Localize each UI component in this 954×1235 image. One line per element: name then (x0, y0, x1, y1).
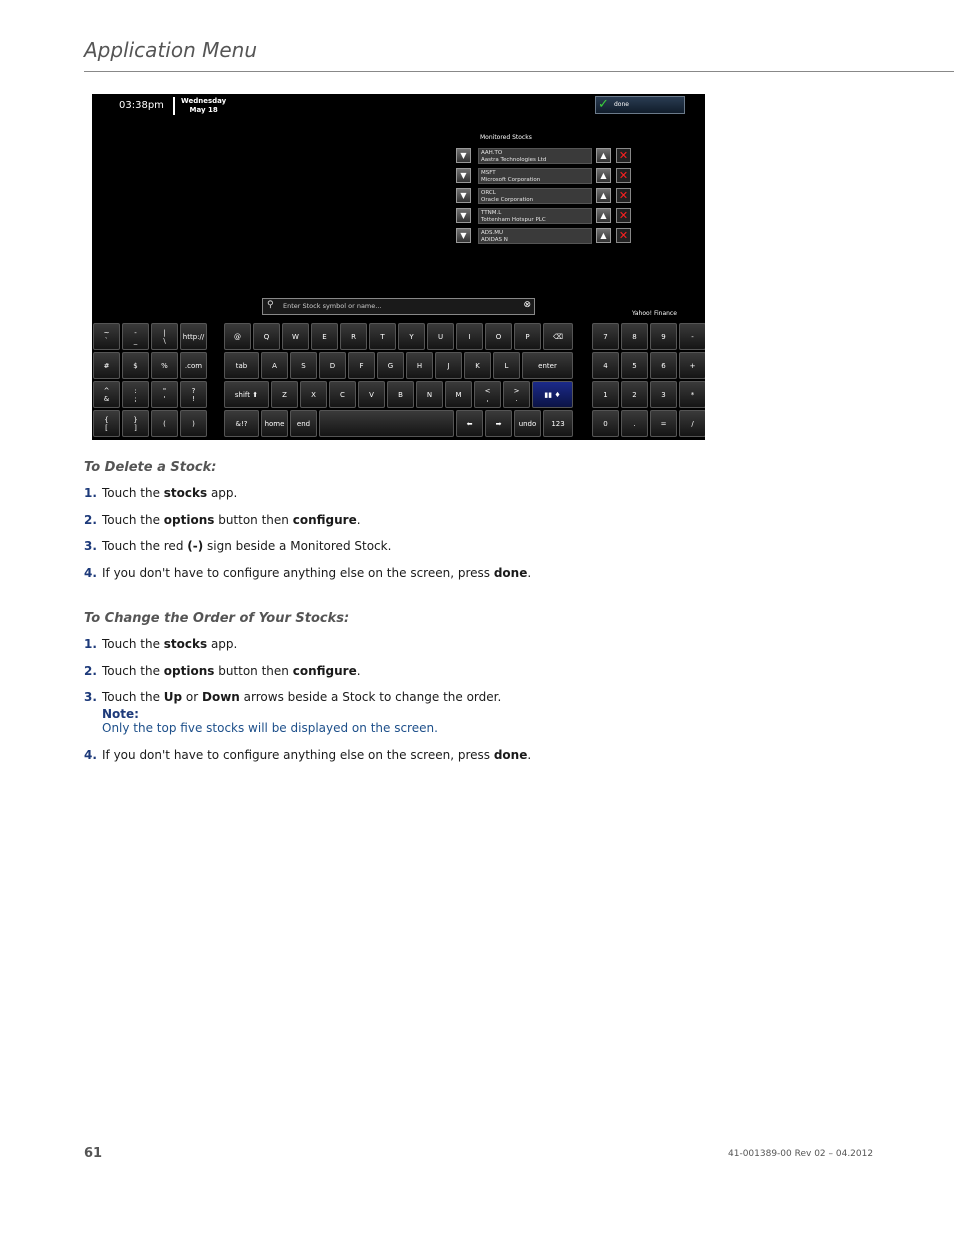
move-up-button[interactable] (596, 148, 611, 163)
move-up-button[interactable] (596, 168, 611, 183)
step-text: . (527, 748, 532, 762)
stock-symbol: ORCL (481, 190, 496, 196)
keyboard-key[interactable]: | \ (151, 323, 178, 350)
step-number: 1. (84, 486, 97, 500)
stock-search-placeholder: Enter Stock symbol or name... (283, 302, 382, 310)
instruction-step (84, 637, 237, 651)
step-text: Touch the red (102, 539, 188, 553)
keyboard-key[interactable]: 3 (650, 381, 677, 408)
keyboard-key[interactable]: R (340, 323, 367, 350)
keyboard-key[interactable]: W (282, 323, 309, 350)
arrow-down-icon: ▼ (460, 231, 467, 240)
step-number: 4. (84, 748, 97, 762)
delete-stock-button[interactable] (616, 168, 631, 183)
step-text: . (356, 513, 361, 527)
delete-stock-button[interactable] (616, 148, 631, 163)
arrow-up-icon: ▲ (600, 231, 607, 240)
delete-x-icon: ✕ (618, 229, 629, 242)
section-heading: To Delete a Stock: (84, 460, 217, 475)
keyboard-key[interactable]: 5 (621, 352, 648, 379)
clock-date (181, 97, 226, 115)
document-id: 41-001389-00 Rev 02 – 04.2012 (728, 1149, 874, 1159)
arrow-down-icon: ▼ (460, 151, 467, 160)
section-heading: To Change the Order of Your Stocks: (84, 611, 350, 626)
stock-name: Microsoft Corporation (481, 176, 541, 183)
keyboard-key[interactable]: ~ ` (93, 323, 120, 350)
step-keyword: done (493, 748, 528, 762)
done-button[interactable] (595, 96, 685, 114)
keyboard-key[interactable]: ➡ (485, 410, 512, 437)
keyboard-key[interactable]: 9 (650, 323, 677, 350)
stock-entry[interactable] (478, 228, 592, 244)
step-keyword: stocks (163, 637, 208, 651)
step-number: 2. (84, 513, 97, 527)
arrow-up-icon: ▲ (600, 211, 607, 220)
step-text: If you don't have to configure anything else on the screen, press (102, 566, 494, 580)
keyboard-key[interactable]: . (621, 410, 648, 437)
keyboard-key[interactable]: C (329, 381, 356, 408)
step-number: 2. (84, 664, 97, 678)
keyboard-key[interactable]: M (445, 381, 472, 408)
instruction-step (84, 566, 531, 580)
keyboard-key[interactable]: Y (398, 323, 425, 350)
step-keyword: Down (202, 690, 240, 704)
keyboard-key[interactable]: K (464, 352, 491, 379)
step-text: arrows beside a Stock to change the order. (239, 690, 502, 704)
keyboard-key[interactable]: J (435, 352, 462, 379)
keyboard-key[interactable]: end (290, 410, 317, 437)
move-down-button[interactable] (456, 208, 471, 223)
step-keyword: Up (163, 690, 183, 704)
keyboard-key[interactable]: A (261, 352, 288, 379)
keyboard-key[interactable]: B (387, 381, 414, 408)
move-down-button[interactable] (456, 168, 471, 183)
search-icon: ⚲ (267, 300, 274, 310)
keyboard-key[interactable]: O (485, 323, 512, 350)
step-text: Touch the (102, 486, 164, 500)
keyboard-key[interactable]: ⬅ (456, 410, 483, 437)
delete-stock-button[interactable] (616, 208, 631, 223)
keyboard-key[interactable]: ( (151, 410, 178, 437)
keyboard-key[interactable]: 1 (592, 381, 619, 408)
keyboard-key[interactable]: > . (503, 381, 530, 408)
stock-row (456, 208, 634, 224)
clock-time: 03:38pm (119, 100, 164, 111)
keyboard-key[interactable]: H (406, 352, 433, 379)
keyboard-key[interactable]: : ; (122, 381, 149, 408)
yahoo-finance-label: Yahoo! Finance (632, 310, 677, 317)
step-text: or (182, 690, 203, 704)
keyboard-key[interactable]: U (427, 323, 454, 350)
keyboard-key[interactable]: } ] (122, 410, 149, 437)
keyboard-key[interactable]: $ (122, 352, 149, 379)
delete-x-icon: ✕ (618, 169, 629, 182)
stock-row (456, 188, 634, 204)
keyboard-key[interactable]: V (358, 381, 385, 408)
keyboard-key[interactable]: ? ! (180, 381, 207, 408)
done-button-label: done (614, 101, 629, 108)
stock-symbol: TTNM.L (481, 210, 502, 216)
instruction-step (84, 690, 501, 704)
delete-x-icon: ✕ (618, 189, 629, 202)
keyboard-key[interactable]: G (377, 352, 404, 379)
keyboard-key[interactable]: T (369, 323, 396, 350)
move-up-button[interactable] (596, 228, 611, 243)
stock-entry[interactable] (478, 168, 592, 184)
delete-x-icon: ✕ (618, 149, 629, 162)
keyboard-key[interactable]: Q (253, 323, 280, 350)
delete-x-icon: ✕ (618, 209, 629, 222)
step-keyword: configure (292, 664, 357, 678)
step-keyword: stocks (163, 486, 208, 500)
monitored-stocks-title: Monitored Stocks (480, 134, 532, 141)
stock-name: Tottenham Hotspur PLC (481, 216, 546, 223)
keyboard-key[interactable]: @ (224, 323, 251, 350)
step-text: If you don't have to configure anything else on the screen, press (102, 748, 494, 762)
arrow-up-icon: ▲ (600, 171, 607, 180)
keyboard-key[interactable]: 7 (592, 323, 619, 350)
keyboard-key[interactable]: % (151, 352, 178, 379)
keyboard-key[interactable]: &!? (224, 410, 259, 437)
move-up-button[interactable] (596, 208, 611, 223)
step-text: . (527, 566, 532, 580)
step-text: Touch the (102, 637, 164, 651)
note-label: Note: (102, 707, 139, 721)
keyboard-key[interactable]: L (493, 352, 520, 379)
clock-divider (173, 97, 175, 115)
step-text: . (356, 664, 361, 678)
keyboard-key[interactable]: 123 (543, 410, 573, 437)
keyboard-key[interactable]: < , (474, 381, 501, 408)
arrow-up-icon: ▲ (600, 191, 607, 200)
keyboard-key[interactable]: X (300, 381, 327, 408)
keyboard-key[interactable]: 6 (650, 352, 677, 379)
step-text: button then (214, 664, 293, 678)
stock-name: ADIDAS N (481, 236, 508, 243)
keyboard-key[interactable]: ^ & (93, 381, 120, 408)
keyboard-key[interactable]: 0 (592, 410, 619, 437)
keyboard-key[interactable]: N (416, 381, 443, 408)
keyboard-key[interactable]: http:// (180, 323, 207, 350)
keyboard-key[interactable]: 8 (621, 323, 648, 350)
step-text: Touch the (102, 513, 164, 527)
keyboard-key[interactable]: { [ (93, 410, 120, 437)
instruction-step (84, 486, 237, 500)
step-keyword: done (493, 566, 528, 580)
arrow-down-icon: ▼ (460, 211, 467, 220)
stock-symbol: ADS.MU (481, 230, 504, 236)
stock-entry[interactable] (478, 208, 592, 224)
keyboard-key[interactable]: shift ⬆ (224, 381, 269, 408)
step-number: 3. (84, 690, 97, 704)
check-icon: ✓ (598, 97, 609, 112)
stock-symbol: MSFT (481, 170, 496, 176)
keyboard-key[interactable]: - (679, 323, 705, 350)
keyboard-key[interactable]: Z (271, 381, 298, 408)
keyboard-key[interactable]: enter (522, 352, 573, 379)
step-text: sign beside a Monitored Stock. (203, 539, 392, 553)
stock-symbol: AAH.TO (481, 150, 503, 156)
instruction-step (84, 748, 531, 762)
keyboard-key[interactable]: tab (224, 352, 259, 379)
keyboard-key[interactable]: E (311, 323, 338, 350)
page-header-title: Application Menu (84, 38, 258, 62)
stocks-configure-screen (92, 94, 705, 440)
instruction-step (84, 513, 361, 527)
step-text: Touch the (102, 664, 164, 678)
keyboard-key[interactable]: ) (180, 410, 207, 437)
step-keyword: options (163, 513, 215, 527)
step-number: 4. (84, 566, 97, 580)
keyboard-key[interactable]: - _ (122, 323, 149, 350)
keyboard-key[interactable]: # (93, 352, 120, 379)
page-number: 61 (84, 1146, 103, 1161)
clock-date-text: May 18 (189, 106, 218, 114)
clear-icon[interactable]: ⊗ (523, 300, 531, 310)
step-number: 3. (84, 539, 97, 553)
keyboard-key[interactable]: F (348, 352, 375, 379)
keyboard-key[interactable]: + (679, 352, 705, 379)
stock-row (456, 168, 634, 184)
move-down-button[interactable] (456, 228, 471, 243)
keyboard-key[interactable]: undo (514, 410, 541, 437)
step-text: app. (207, 637, 238, 651)
keyboard-key[interactable]: 2 (621, 381, 648, 408)
stock-entry[interactable] (478, 188, 592, 204)
step-number: 1. (84, 637, 97, 651)
stock-name: Aastra Technologies Ltd (481, 156, 547, 163)
note-text: Only the top five stocks will be displayed on the screen. (102, 721, 438, 735)
keyboard-key[interactable]: I (456, 323, 483, 350)
step-keyword: options (163, 664, 215, 678)
clock-day: Wednesday (181, 97, 227, 105)
keyboard-key[interactable] (319, 410, 454, 437)
keyboard-key[interactable]: = (650, 410, 677, 437)
keyboard-key[interactable]: 4 (592, 352, 619, 379)
instruction-step (84, 664, 361, 678)
stock-search-input[interactable] (262, 298, 535, 315)
instruction-step (84, 539, 391, 553)
step-text: button then (214, 513, 293, 527)
delete-stock-button[interactable] (616, 228, 631, 243)
header-rule (84, 71, 954, 72)
keyboard-key[interactable]: ⌫ (543, 323, 573, 350)
step-text: app. (207, 486, 238, 500)
step-text: Touch the (102, 690, 164, 704)
arrow-up-icon: ▲ (600, 151, 607, 160)
stock-name: Oracle Corporation (481, 196, 534, 203)
arrow-down-icon: ▼ (460, 171, 467, 180)
keyboard-key[interactable]: P (514, 323, 541, 350)
arrow-down-icon: ▼ (460, 191, 467, 200)
keyboard-key[interactable]: .com (180, 352, 207, 379)
keyboard-key[interactable]: S (290, 352, 317, 379)
step-keyword: configure (292, 513, 357, 527)
move-up-button[interactable] (596, 188, 611, 203)
keyboard-key[interactable]: / (679, 410, 705, 437)
stock-row (456, 148, 634, 164)
keyboard-key[interactable]: * (679, 381, 705, 408)
delete-stock-button[interactable] (616, 188, 631, 203)
keyboard-key[interactable]: " ' (151, 381, 178, 408)
keyboard-key[interactable]: home (261, 410, 288, 437)
move-down-button[interactable] (456, 188, 471, 203)
keyboard-key[interactable]: D (319, 352, 346, 379)
keyboard-key[interactable]: ▮▮ ♦ (532, 381, 573, 408)
stock-row (456, 228, 634, 244)
stock-entry[interactable] (478, 148, 592, 164)
step-keyword: (-) (187, 539, 204, 553)
move-down-button[interactable] (456, 148, 471, 163)
